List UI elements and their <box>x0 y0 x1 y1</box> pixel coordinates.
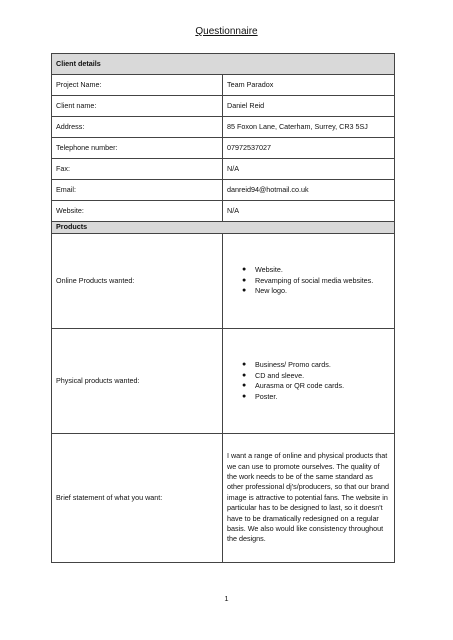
table-row <box>52 201 395 222</box>
brief-statement-text: I want a range of online and physical products that we can use to promote ourselves. The quality of the work needs to be of the same standard as other professional dj's/producers, so that our brand image is attractive to potential fans. The website in particular has to be designed to last, so it doesn't have to be dramatically redesigned on a regular basis. We also would like consistency throughout the designs. <box>227 451 389 544</box>
online-products-label: Online Products wanted: <box>52 234 223 329</box>
field-value: Team Paradox <box>223 75 395 96</box>
list-item: ● CD and sleeve. <box>242 370 305 380</box>
online-products-value <box>223 234 395 329</box>
field-label: Website: <box>52 201 223 222</box>
field-value: 07972537027 <box>223 138 395 159</box>
table-row <box>52 117 395 138</box>
bullet-icon: ● <box>242 392 247 400</box>
bullet-icon: ● <box>242 371 247 379</box>
products-heading: Products <box>52 222 395 234</box>
bullet-icon: ● <box>242 276 247 284</box>
bullet-icon: ● <box>242 361 247 368</box>
table-row <box>52 180 395 201</box>
brief-statement-row <box>52 434 395 563</box>
field-value: danreid94@hotmail.co.uk <box>223 180 395 201</box>
list-item: ● Website. <box>242 265 283 275</box>
bullet-icon: ● <box>242 382 247 389</box>
physical-products-list <box>227 360 390 402</box>
field-label: Telephone number: <box>52 138 223 159</box>
list-item: ● New logo. <box>242 286 287 296</box>
field-label: Fax: <box>52 159 223 180</box>
list-item: ● Aurasma or QR code cards. <box>242 381 345 390</box>
questionnaire-table <box>51 53 395 563</box>
table-row <box>52 138 395 159</box>
client-details-header-row <box>52 54 395 75</box>
page-title: Questionnaire <box>195 26 258 37</box>
list-item: ● Poster. <box>242 391 278 401</box>
table-row <box>52 96 395 117</box>
list-item: ● Business/ Promo cards. <box>242 360 331 369</box>
table-row <box>52 75 395 96</box>
page-number: 1 <box>224 594 229 603</box>
bullet-icon: ● <box>242 287 247 295</box>
field-value: Daniel Reid <box>223 96 395 117</box>
field-label: Client name: <box>52 96 223 117</box>
physical-products-row <box>52 329 395 434</box>
products-header-row <box>52 222 395 234</box>
field-label: Email: <box>52 180 223 201</box>
field-value: N/A <box>223 201 395 222</box>
field-label: Project Name: <box>52 75 223 96</box>
client-details-heading: Client details <box>52 54 395 75</box>
physical-products-value <box>223 329 395 434</box>
field-label: Address: <box>52 117 223 138</box>
physical-products-label: Physical products wanted: <box>52 329 223 434</box>
brief-statement-value <box>223 434 395 563</box>
field-value: N/A <box>223 159 395 180</box>
list-item: ● Revamping of social media websites. <box>242 275 374 285</box>
online-products-row <box>52 234 395 329</box>
table-row <box>52 159 395 180</box>
brief-statement-label: Brief statement of what you want: <box>52 434 223 563</box>
online-products-list <box>227 265 390 297</box>
bullet-icon: ● <box>242 266 247 274</box>
field-value: 85 Foxon Lane, Caterham, Surrey, CR3 5SJ <box>223 117 395 138</box>
